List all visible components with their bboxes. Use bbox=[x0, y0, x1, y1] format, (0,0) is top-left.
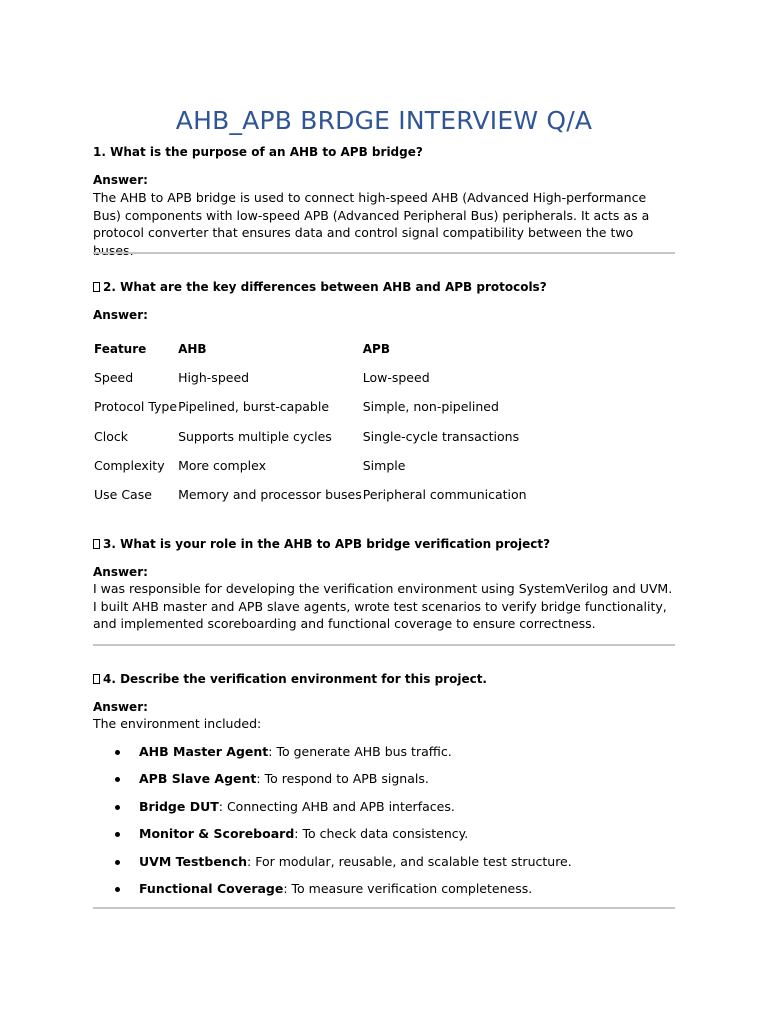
table-header-cell: Feature bbox=[94, 341, 147, 356]
table-cell: Complexity bbox=[94, 457, 165, 473]
answer-label-1: Answer: bbox=[93, 173, 148, 187]
environment-list bbox=[93, 742, 675, 906]
table-header-cell: AHB bbox=[178, 341, 207, 356]
question-4-text: 4. Describe the verification environment for this project. bbox=[103, 672, 487, 686]
document-title: AHB_APB BRDGE INTERVIEW Q/A bbox=[175, 106, 593, 135]
table-row bbox=[93, 480, 563, 509]
list-item-term: Bridge DUT bbox=[139, 798, 219, 814]
answer-label-4: Answer: bbox=[93, 700, 148, 714]
table-cell: Simple bbox=[362, 457, 406, 473]
table-row bbox=[93, 392, 563, 421]
list-item bbox=[93, 824, 675, 851]
question-1: 1. What is the purpose of an AHB to APB bridge? bbox=[93, 145, 423, 159]
table-cell: Peripheral communication bbox=[362, 487, 527, 503]
list-item bbox=[93, 879, 675, 906]
answer-label-2: Answer: bbox=[93, 308, 148, 322]
table-cell: Single-cycle transactions bbox=[362, 428, 520, 444]
table-cell: Simple, non-pipelined bbox=[362, 399, 499, 415]
table-cell: Use Case bbox=[94, 487, 152, 503]
table-cell: Supports multiple cycles bbox=[178, 428, 332, 444]
table-header-cell: APB bbox=[362, 341, 390, 356]
list-item-desc: : To generate AHB bus traffic. bbox=[268, 744, 452, 759]
table-cell: Memory and processor buses bbox=[178, 487, 362, 503]
divider-3 bbox=[93, 907, 675, 909]
question-3 bbox=[93, 537, 550, 551]
question-2 bbox=[93, 280, 547, 294]
table-row bbox=[93, 422, 563, 451]
list-item-desc: : To respond to APB signals. bbox=[256, 771, 429, 787]
table-header-row bbox=[93, 334, 563, 363]
answer-3: I was responsible for developing the verification environment using SystemVerilog and UVM. I built AHB master and APB slave agents, wrote test scenarios to verify bridge functionality, and implemented scoreboarding and functional coverage to ensure correctness. bbox=[93, 581, 673, 631]
table-cell: More complex bbox=[178, 457, 266, 473]
checkbox-glyph-icon bbox=[93, 282, 100, 292]
checkbox-glyph-icon bbox=[93, 674, 100, 684]
bullet-icon bbox=[115, 860, 120, 865]
list-item-term: UVM Testbench bbox=[139, 853, 248, 869]
table-row bbox=[93, 363, 563, 392]
table-cell: High-speed bbox=[178, 370, 250, 386]
table-row bbox=[93, 451, 563, 480]
list-item bbox=[93, 852, 675, 879]
list-item-desc: : To check data consistency. bbox=[294, 826, 469, 842]
table-cell: Speed bbox=[94, 370, 134, 386]
divider-1 bbox=[93, 252, 675, 254]
table-cell: Low-speed bbox=[362, 370, 430, 386]
answer-label-3: Answer: bbox=[93, 565, 148, 579]
list-item-term: Functional Coverage bbox=[139, 880, 284, 896]
list-item-term: Monitor & Scoreboard bbox=[139, 826, 295, 842]
bullet-icon bbox=[115, 777, 120, 782]
question-3-text: 3. What is your role in the AHB to APB bridge verification project? bbox=[103, 537, 551, 551]
divider-2 bbox=[93, 644, 675, 646]
bullet-icon bbox=[115, 832, 120, 837]
list-item-desc: : For modular, reusable, and scalable test structure. bbox=[247, 853, 572, 869]
answer-1: The AHB to APB bridge is used to connect high-speed AHB (Advanced High-performance Bus) components with low-speed APB (Advanced Peripheral Bus) peripherals. It acts as a protocol converter that ensures data and control signal compatibility between the two buses. bbox=[93, 190, 650, 258]
list-item bbox=[93, 769, 675, 796]
comparison-table bbox=[93, 334, 563, 509]
table-cell: Protocol Type bbox=[94, 399, 178, 415]
question-2-text: 2. What are the key differences between AHB and APB protocols? bbox=[103, 280, 547, 294]
question-4 bbox=[93, 672, 487, 686]
answer-4-intro: The environment included: bbox=[93, 716, 262, 731]
list-item-term: AHB Master Agent bbox=[139, 744, 269, 759]
bullet-icon bbox=[115, 750, 120, 755]
list-item-desc: : To measure verification completeness. bbox=[283, 880, 533, 896]
list-item bbox=[93, 797, 675, 824]
list-item-term: APB Slave Agent bbox=[139, 771, 257, 787]
bullet-icon bbox=[115, 887, 120, 892]
table-cell: Clock bbox=[94, 428, 128, 444]
table-cell: Pipelined, burst-capable bbox=[178, 399, 330, 415]
list-item-desc: : Connecting AHB and APB interfaces. bbox=[218, 798, 455, 814]
checkbox-glyph-icon bbox=[93, 539, 100, 549]
bullet-icon bbox=[115, 805, 120, 810]
list-item bbox=[93, 742, 675, 769]
